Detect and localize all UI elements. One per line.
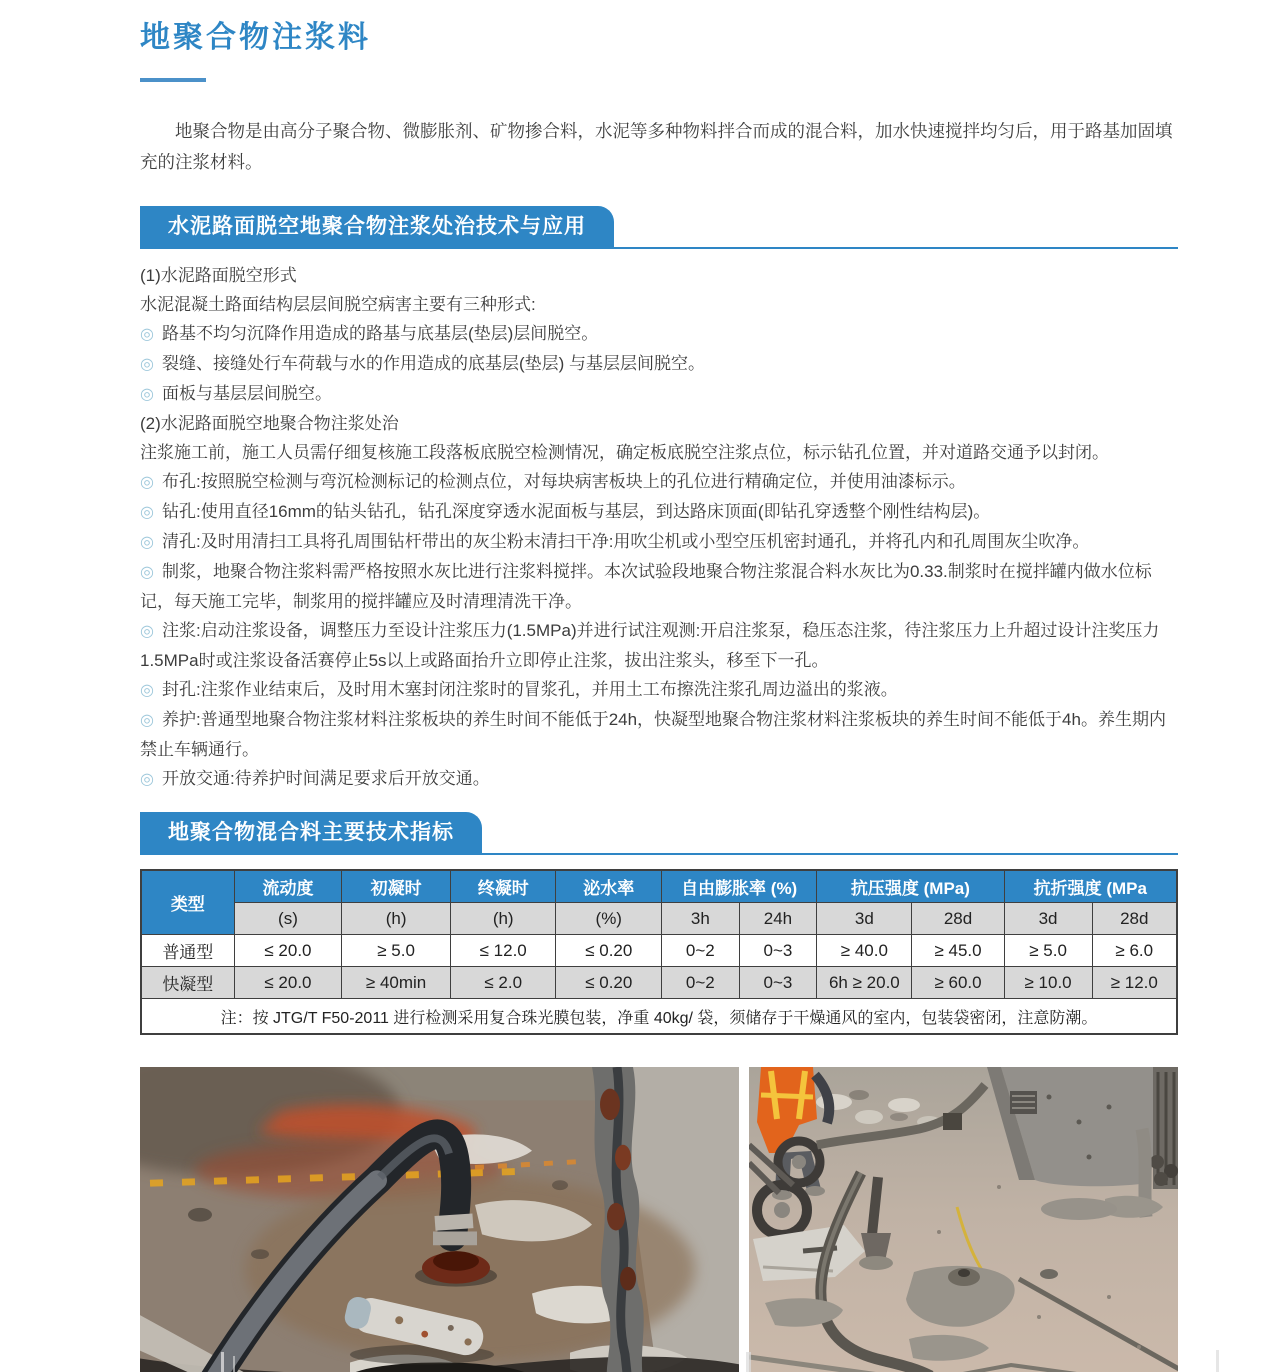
table-cell: ≥ 5.0 — [1004, 935, 1092, 967]
table-note: 注：按 JTG/T F50-2011 进行检测采用复合珠光膜包装，净重 40kg/ 袋，须储存于干燥通风的室内，包装袋密闭，注意防潮。 — [141, 999, 1177, 1035]
ring-bullet-icon: ◎ — [140, 386, 154, 403]
ring-bullet-icon: ◎ — [140, 712, 154, 729]
table-unit-cell: 24h — [739, 903, 817, 935]
paragraph — [140, 290, 1178, 319]
paragraph-text: 面板与基层层间脱空。 — [161, 384, 332, 403]
title-underline-decoration — [140, 78, 206, 82]
paragraph-text: 注浆施工前，施工人员需仔细复核施工段落板底脱空检测情况，确定板底脱空注浆点位，标示钻孔位置，并对道路交通予以封闭。 — [140, 443, 1109, 462]
table-type-cell: 快凝型 — [141, 967, 234, 999]
grouting-hose-image — [140, 1067, 739, 1372]
section1-body — [140, 261, 1178, 794]
table-unit-cell: (h) — [342, 903, 451, 935]
table-cell: ≤ 12.0 — [450, 935, 556, 967]
content-column — [140, 0, 1178, 1372]
table-type-cell: 普通型 — [141, 935, 234, 967]
paragraph — [140, 438, 1178, 467]
paragraph-text: (2)水泥路面脱空地聚合物注浆处治 — [140, 414, 399, 433]
paragraph-text: 开放交通:待养护时间满足要求后开放交通。 — [161, 769, 490, 788]
ring-bullet-icon: ◎ — [140, 771, 154, 788]
photo-grouting-hose — [140, 1067, 739, 1372]
table-cell: ≤ 2.0 — [450, 967, 556, 999]
table-unit-cell: 3h — [662, 903, 740, 935]
table-cell: 0~3 — [739, 967, 817, 999]
bullet-item — [140, 616, 1178, 675]
ring-bullet-icon: ◎ — [140, 504, 154, 521]
table-row — [141, 935, 1177, 967]
paragraph-text: 注浆:启动注浆设备，调整压力至设计注浆压力(1.5MPa)并进行试注观测:开启注浆泵，稳压态注浆，待注浆压力上升超过设计注奖压力1.5MPa时或注浆设备活赛停止5s以上或路面抬升立即停止注浆，拔出注浆头，移至下一孔。 — [140, 621, 1160, 670]
bullet-item — [140, 764, 1178, 794]
bullet-item — [140, 557, 1178, 616]
table-header-cell: 抗折强度 (MPa — [1004, 870, 1177, 903]
table-cell: ≥ 40.0 — [817, 935, 912, 967]
table-unit-cell: 28d — [1092, 903, 1177, 935]
table-cell: 0~2 — [662, 935, 740, 967]
photo-row — [140, 1067, 1178, 1372]
table-cell: ≥ 5.0 — [342, 935, 451, 967]
spec-table — [140, 869, 1178, 1035]
page-title: 地聚合物注浆料 — [140, 21, 371, 54]
paragraph-text: 水泥混凝土路面结构层层间脱空病害主要有三种形式: — [140, 295, 536, 314]
table-cell: ≤ 20.0 — [234, 935, 342, 967]
table-unit-cell: (%) — [556, 903, 662, 935]
bullet-item — [140, 705, 1178, 764]
table-unit-cell: 3d — [1004, 903, 1092, 935]
photo-grouting-site — [749, 1067, 1178, 1372]
table-unit-cell: 28d — [912, 903, 1004, 935]
paragraph-text: 裂缝、接缝处行车荷载与水的作用造成的底基层(垫层) 与基层层间脱空。 — [161, 354, 706, 373]
table-header-cell: 自由膨胀率 (%) — [662, 870, 817, 903]
table-cell: 6h ≥ 20.0 — [817, 967, 912, 999]
paragraph-text: 养护:普通型地聚合物注浆材料注浆板块的养生时间不能低于24h，快凝型地聚合物注浆材料注浆板块的养生时间不能低于4h。养生期内禁止车辆通行。 — [140, 710, 1166, 759]
table-header-cell: 流动度 — [234, 870, 342, 903]
bullet-item — [140, 497, 1178, 527]
paragraph-text: 布孔:按照脱空检测与弯沉检测标记的检测点位，对每块病害板块上的孔位进行精确定位，并使用油漆标示。 — [161, 472, 966, 491]
table-cell: ≤ 20.0 — [234, 967, 342, 999]
ring-bullet-icon: ◎ — [140, 356, 154, 373]
table-row — [141, 967, 1177, 999]
ring-bullet-icon: ◎ — [140, 326, 154, 343]
intro-paragraph: 地聚合物是由高分子聚合物、微膨胀剂、矿物掺合料，水泥等多种物料拌合而成的混合料，加水快速搅拌均匀后，用于路基加固填充的注浆材料。 — [140, 121, 1173, 172]
scan-artifact — [233, 1356, 235, 1372]
ring-bullet-icon: ◎ — [140, 474, 154, 491]
table-cell: ≥ 60.0 — [912, 967, 1004, 999]
paragraph-text: 路基不均匀沉降作用造成的路基与底基层(垫层)层间脱空。 — [161, 324, 599, 343]
ring-bullet-icon: ◎ — [140, 564, 154, 581]
table-unit-row — [141, 903, 1177, 935]
scan-artifact — [746, 1352, 751, 1372]
paragraph-text: (1)水泥路面脱空形式 — [140, 266, 297, 285]
paragraph-text: 封孔:注浆作业结束后，及时用木塞封闭注浆时的冒浆孔，并用土工布擦洗注浆孔周边溢出的浆液。 — [161, 680, 898, 699]
section1-heading: 水泥路面脱空地聚合物注浆处治技术与应用 — [140, 206, 614, 247]
section2-heading-row — [140, 812, 1178, 855]
table-header-cell: 泌水率 — [556, 870, 662, 903]
table-header-row — [141, 870, 1177, 903]
scan-artifact — [221, 1352, 224, 1372]
ring-bullet-icon: ◎ — [140, 623, 154, 640]
paragraph-text: 钻孔:使用直径16mm的钻头钻孔，钻孔深度穿透水泥面板与基层，到达路床顶面(即钻孔穿透整个刚性结构层)。 — [161, 502, 991, 521]
table-cell: ≥ 40min — [342, 967, 451, 999]
table-header-cell: 终凝时 — [450, 870, 556, 903]
paragraph — [140, 409, 1178, 438]
bullet-item — [140, 675, 1178, 705]
table-cell: ≤ 0.20 — [556, 935, 662, 967]
table-unit-cell: (h) — [450, 903, 556, 935]
scan-artifact — [1216, 1350, 1219, 1372]
table-unit-cell: (s) — [234, 903, 342, 935]
section1-heading-row — [140, 206, 1178, 249]
ring-bullet-icon: ◎ — [140, 534, 154, 551]
table-note-row — [141, 999, 1177, 1035]
table-cell: ≥ 10.0 — [1004, 967, 1092, 999]
table-header-cell: 初凝时 — [342, 870, 451, 903]
bullet-item — [140, 319, 1178, 349]
table-cell: ≥ 12.0 — [1092, 967, 1177, 999]
section2-heading: 地聚合物混合料主要技术指标 — [140, 812, 482, 853]
table-cell: ≥ 6.0 — [1092, 935, 1177, 967]
bullet-item — [140, 527, 1178, 557]
table-unit-cell: 3d — [817, 903, 912, 935]
paragraph — [140, 261, 1178, 290]
ring-bullet-icon: ◎ — [140, 682, 154, 699]
table-header-cell: 抗压强度 (MPa) — [817, 870, 1004, 903]
table-cell: 0~2 — [662, 967, 740, 999]
grouting-site-image — [749, 1067, 1178, 1372]
bullet-item — [140, 349, 1178, 379]
bullet-item — [140, 467, 1178, 497]
table-header-type: 类型 — [141, 870, 234, 935]
table-cell: 0~3 — [739, 935, 817, 967]
bullet-item — [140, 379, 1178, 409]
paragraph-text: 清孔:及时用清扫工具将孔周围钻杆带出的灰尘粉末清扫干净:用吹尘机或小型空压机密封通孔，并将孔内和孔周围灰尘吹净。 — [161, 532, 1090, 551]
table-cell: ≤ 0.20 — [556, 967, 662, 999]
table-cell: ≥ 45.0 — [912, 935, 1004, 967]
paragraph-text: 制浆，地聚合物注浆料需严格按照水灰比进行注浆料搅拌。本次试验段地聚合物注浆混合料水灰比为0.33.制浆时在搅拌罐内做水位标记，每天施工完毕，制浆用的搅拌罐应及时清理清洗干净。 — [140, 562, 1152, 611]
